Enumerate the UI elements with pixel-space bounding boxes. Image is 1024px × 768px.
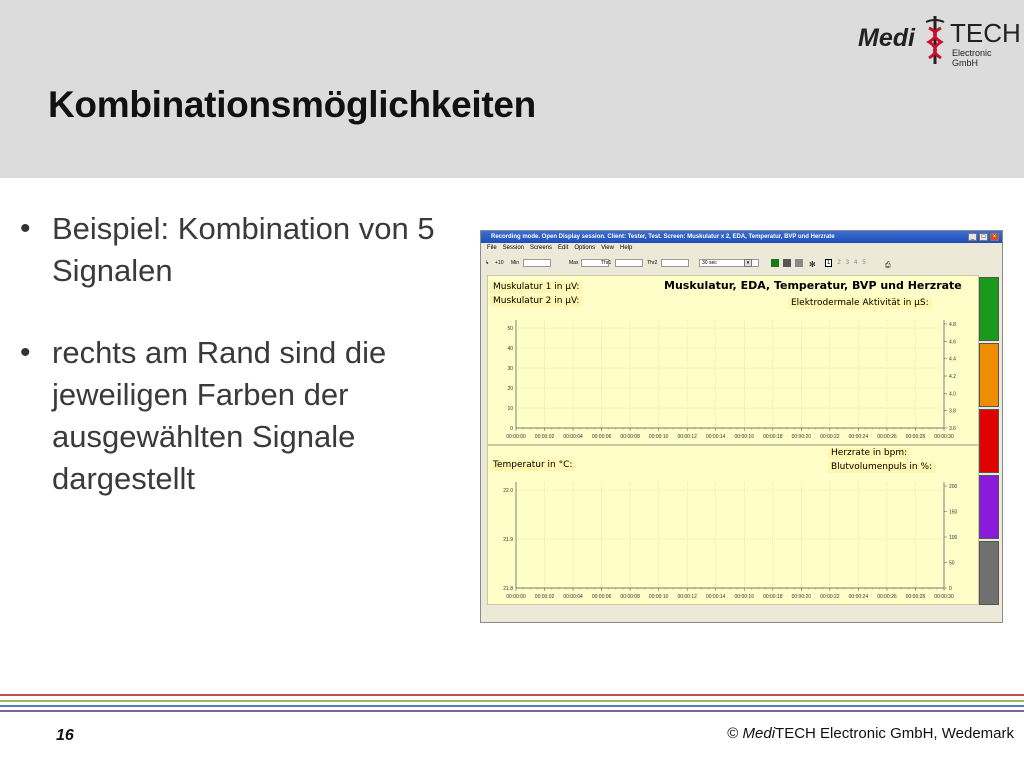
page-button-4[interactable]: 4: [854, 260, 858, 266]
x-tick-label: 00:00:02: [534, 594, 555, 600]
label-blutvolumenpuls: Blutvolumenpuls in %:: [828, 462, 935, 473]
meditech-logo: [858, 14, 1021, 68]
pause-icon[interactable]: [795, 259, 803, 267]
footer-stripe-purple: [0, 710, 1024, 712]
x-tick-label: 00:00:28: [905, 434, 926, 440]
x-tick-label: 00:00:22: [820, 594, 840, 600]
x-tick-label: 00:00:24: [848, 594, 869, 600]
stop-icon[interactable]: [783, 259, 791, 267]
y-left-tick-label: 30: [507, 366, 513, 372]
bullet-dot: •: [20, 212, 31, 245]
x-tick-label: 00:00:12: [677, 434, 697, 440]
x-tick-label: 00:00:20: [791, 594, 812, 600]
menu-item-view[interactable]: View: [601, 245, 614, 251]
caduceus-icon: [920, 14, 950, 66]
copyright-symbol: ©: [727, 725, 739, 742]
x-tick-label: 00:00:10: [648, 594, 669, 600]
x-tick-label: 00:00:06: [591, 594, 612, 600]
x-tick-label: 00:00:30: [934, 594, 954, 600]
top-chart: [488, 316, 978, 444]
signal-color-orange[interactable]: [979, 343, 999, 407]
max-label: Max: [569, 260, 579, 266]
min-input[interactable]: [523, 259, 551, 267]
x-tick-label: 00:00:20: [791, 434, 812, 440]
y-left-tick-label: 0: [510, 426, 513, 432]
app-window: [480, 230, 1003, 623]
x-tick-label: 00:00:12: [677, 594, 697, 600]
bullet-dot: •: [20, 336, 31, 369]
plot-area: [516, 482, 944, 588]
time-select[interactable]: 30 sec: [699, 259, 759, 267]
toolbar: [481, 255, 1002, 271]
thr2-label: Thr2: [647, 260, 658, 266]
toolbar-arrow-icon[interactable]: ↳: [485, 260, 490, 266]
label-eda: Elektrodermale Aktivität in µS:: [788, 298, 932, 309]
top-display-panel: [487, 275, 979, 445]
footer-stripe-green: [0, 700, 1024, 702]
thr1-label: Thr1: [601, 260, 612, 266]
x-tick-label: 00:00:06: [591, 434, 612, 440]
copyright-rest: TECH Electronic GmbH, Wedemark: [775, 725, 1014, 742]
bullet-list: [20, 208, 450, 540]
y-left-tick-label: 21.8: [503, 586, 513, 592]
x-tick-label: 00:00:22: [820, 434, 840, 440]
menu-item-help[interactable]: Help: [619, 245, 633, 251]
bullet-item: [20, 332, 450, 500]
x-tick-label: 00:00:08: [620, 594, 640, 600]
y-right-tick-label: 4.6: [949, 339, 956, 346]
gear-icon[interactable]: ✻: [809, 260, 816, 269]
y-right-tick-label: 200: [949, 484, 958, 490]
y-left-tick-label: 50: [507, 326, 513, 332]
footer-stripe-blue: [0, 705, 1024, 707]
label-muskulatur-1: Muskulatur 1 in µV:: [490, 282, 582, 293]
close-button[interactable]: ×: [990, 233, 999, 241]
x-tick-label: 00:00:14: [705, 434, 726, 440]
slide-title: Kombinationsmöglichkeiten: [48, 84, 536, 125]
x-tick-label: 00:00:14: [705, 594, 726, 600]
print-icon[interactable]: ⎙: [885, 262, 891, 269]
y-left-tick-label: 10: [507, 406, 513, 412]
logo-medi-text: Medi: [858, 24, 915, 52]
logo-tech-text: TECH: [950, 18, 1021, 48]
y-left-tick-label: 22.0: [503, 488, 513, 494]
y-right-tick-label: 3.6: [949, 426, 956, 432]
label-herzrate: Herzrate in bpm:: [828, 448, 910, 459]
copyright-medi: Medi: [742, 725, 776, 742]
signal-color-purple[interactable]: [979, 475, 999, 539]
label-temperatur: Temperatur in °C:: [490, 460, 575, 471]
plus-ten-button[interactable]: +10: [495, 260, 504, 266]
x-tick-label: 00:00:02: [534, 434, 555, 440]
logo-subtitle: Electronic GmbH: [952, 48, 992, 68]
menu-bar: [481, 243, 1002, 253]
bullet-text: rechts am Rand sind die jeweiligen Farben der ausgewählten Signale dargestellt: [52, 335, 387, 496]
page-button-5[interactable]: 5: [862, 260, 866, 266]
chevron-down-icon[interactable]: ▾: [744, 259, 752, 267]
x-tick-label: 00:00:30: [934, 434, 954, 440]
min-label: Min: [511, 260, 520, 266]
x-tick-label: 00:00:08: [620, 434, 640, 440]
copyright-text: [727, 725, 1014, 742]
y-right-tick-label: 150: [949, 509, 958, 516]
page-number: 16: [56, 727, 74, 744]
x-tick-label: 00:00:18: [763, 434, 783, 440]
thr1-input[interactable]: [615, 259, 643, 267]
page-button-1[interactable]: 1: [827, 260, 831, 266]
minimize-button[interactable]: _: [968, 233, 977, 241]
x-tick-label: 00:00:04: [563, 434, 583, 440]
x-tick-label: 00:00:16: [734, 594, 755, 600]
bullet-item: [20, 208, 450, 292]
label-muskulatur-2: Muskulatur 2 in µV:: [490, 296, 582, 307]
x-tick-label: 00:00:26: [877, 434, 897, 440]
y-right-tick-label: 4.0: [949, 391, 956, 398]
menu-item-options[interactable]: Options: [574, 245, 596, 251]
x-tick-label: 00:00:26: [877, 594, 897, 600]
y-right-tick-label: 3.8: [949, 408, 956, 415]
y-right-tick-label: 4.2: [949, 374, 956, 380]
menu-item-file[interactable]: File: [487, 245, 497, 251]
x-tick-label: 00:00:00: [506, 434, 526, 440]
x-tick-label: 00:00:28: [905, 594, 926, 600]
y-right-tick-label: 100: [949, 535, 958, 541]
page-button-2[interactable]: 2: [837, 260, 841, 266]
menu-item-edit[interactable]: Edit: [558, 245, 569, 251]
x-tick-label: 00:00:04: [563, 594, 583, 600]
x-tick-label: 00:00:16: [734, 434, 755, 440]
signal-color-red[interactable]: [979, 409, 999, 473]
y-right-tick-label: 4.8: [949, 322, 956, 328]
window-titlebar: Recording mode. Open Display session. Client: Tester, Test. Screen: Muskulatur x 2, EDA, Temperatur, BVP und Herzrate: [481, 231, 1002, 243]
menu-item-screens[interactable]: Screens: [530, 245, 553, 251]
bottom-chart: [488, 478, 978, 604]
y-left-tick-label: 21.9: [503, 537, 513, 543]
y-right-tick-label: 4.4: [949, 356, 956, 363]
page-selector: [825, 259, 871, 267]
bottom-display-panel: [487, 445, 979, 605]
signal-color-green[interactable]: [979, 277, 999, 341]
x-tick-label: 00:00:24: [848, 434, 869, 440]
menu-item-session[interactable]: Session: [502, 245, 525, 251]
screen-header: Muskulatur, EDA, Temperatur, BVP und Herzrate: [664, 279, 962, 292]
plot-area: [516, 320, 944, 428]
page-button-3[interactable]: 3: [845, 260, 850, 266]
signal-color-gray[interactable]: [979, 541, 999, 605]
y-right-tick-label: 0: [949, 586, 952, 592]
footer-stripe-red: [0, 694, 1024, 696]
x-tick-label: 00:00:18: [763, 594, 783, 600]
thr2-input[interactable]: [661, 259, 689, 267]
y-left-tick-label: 20: [507, 386, 513, 392]
maximize-button[interactable]: □: [979, 233, 988, 241]
y-right-tick-label: 50: [949, 560, 955, 567]
bullet-text: Beispiel: Kombination von 5 Signalen: [52, 211, 435, 288]
x-tick-label: 00:00:00: [506, 594, 526, 600]
play-icon[interactable]: [771, 259, 779, 267]
x-tick-label: 00:00:10: [648, 434, 669, 440]
y-left-tick-label: 40: [507, 346, 513, 352]
